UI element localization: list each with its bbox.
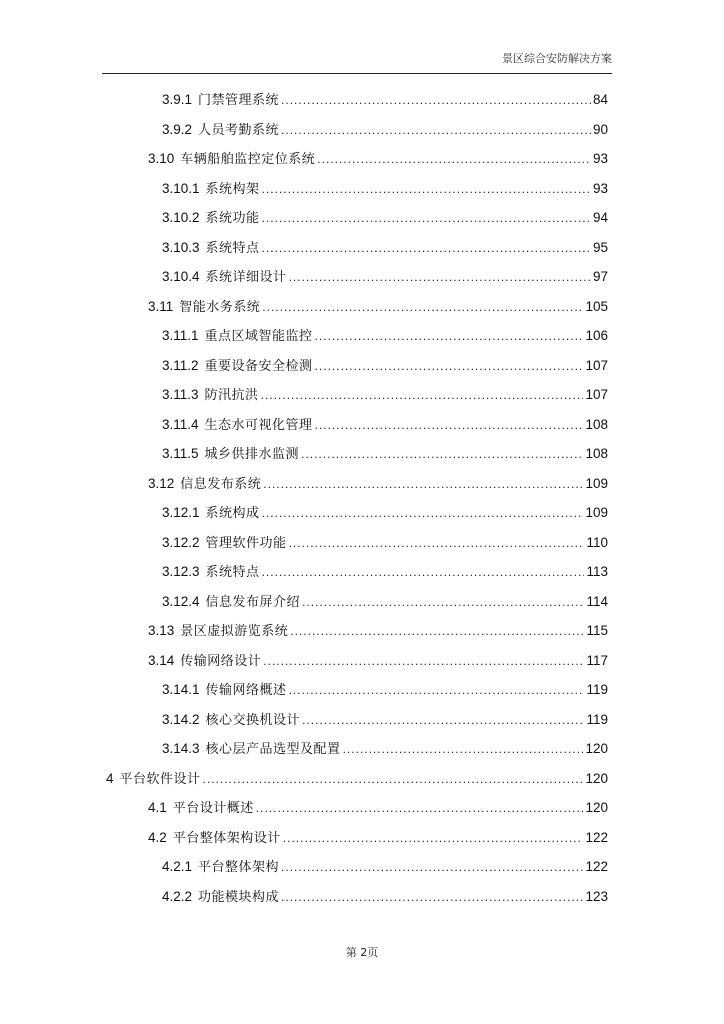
toc-entry-page: 113 bbox=[586, 564, 608, 579]
toc-dot-leader bbox=[290, 619, 584, 643]
toc-entry-number: 3.14 bbox=[148, 652, 175, 668]
toc-entry-title: 重点区域智能监控 bbox=[204, 329, 313, 344]
toc-dot-leader bbox=[281, 885, 583, 909]
toc-dot-leader bbox=[301, 442, 583, 466]
toc-entry[interactable] bbox=[148, 619, 608, 643]
toc-entry-number: 3.10.1 bbox=[162, 180, 200, 196]
toc-dot-leader bbox=[281, 855, 583, 879]
toc-dot-leader bbox=[262, 177, 591, 201]
toc-entry-page: 105 bbox=[585, 298, 608, 314]
toc-dot-leader bbox=[315, 354, 584, 378]
toc-dot-leader bbox=[261, 383, 584, 407]
toc-entry-page: 97 bbox=[592, 269, 608, 284]
toc-entry-page: 114 bbox=[586, 593, 608, 609]
toc-entry-number: 3.11 bbox=[148, 298, 174, 314]
toc-entry-page: 110 bbox=[586, 534, 608, 550]
toc-entry-title: 系统构成 bbox=[205, 506, 260, 521]
toc-entry-number: 3.10.4 bbox=[162, 269, 200, 284]
toc-entry-title: 系统详细设计 bbox=[205, 270, 287, 285]
toc-dot-leader bbox=[256, 796, 584, 820]
toc-entry-number: 3.10.3 bbox=[162, 239, 200, 255]
toc-entry-title: 防汛抗洪 bbox=[204, 388, 259, 403]
toc-entry-page: 94 bbox=[592, 210, 608, 225]
toc-entry[interactable] bbox=[162, 855, 608, 879]
toc-dot-leader bbox=[281, 118, 591, 142]
toc-entry-number: 4.1 bbox=[148, 800, 167, 815]
toc-entry-title: 平台设计概述 bbox=[172, 801, 254, 816]
toc-entry[interactable] bbox=[162, 118, 608, 142]
toc-dot-leader bbox=[289, 265, 591, 289]
toc-entry-page: 108 bbox=[585, 416, 608, 432]
toc-entry[interactable] bbox=[162, 88, 608, 112]
page-header: 景区综合安防解决方案 bbox=[502, 52, 612, 65]
toc-entry-page: 95 bbox=[592, 239, 608, 255]
toc-entry-page: 119 bbox=[586, 711, 608, 727]
toc-entry-number: 4.2.2 bbox=[162, 888, 193, 904]
toc-dot-leader bbox=[317, 147, 591, 171]
toc-entry-page: 120 bbox=[585, 741, 608, 756]
toc-entry-number: 3.10.2 bbox=[162, 210, 200, 225]
toc-entry[interactable] bbox=[162, 265, 608, 289]
toc-entry-title: 系统特点 bbox=[205, 565, 260, 580]
toc-entry-page: 108 bbox=[585, 446, 608, 461]
toc-entry-number: 3.11.4 bbox=[162, 416, 199, 432]
toc-entry[interactable] bbox=[148, 472, 608, 496]
toc-entry[interactable] bbox=[162, 678, 608, 702]
toc-entry-number: 3.12.1 bbox=[162, 505, 200, 520]
toc-entry-page: 93 bbox=[592, 180, 608, 196]
toc-dot-leader bbox=[262, 501, 584, 525]
toc-entry-number: 3.12.3 bbox=[162, 564, 200, 579]
toc-entry[interactable] bbox=[162, 206, 608, 230]
toc-entry-title: 传输网络设计 bbox=[180, 653, 262, 669]
toc-dot-leader bbox=[302, 590, 584, 614]
toc-entry[interactable] bbox=[162, 531, 608, 555]
header-divider bbox=[102, 73, 612, 74]
toc-entry-page: 117 bbox=[586, 652, 608, 668]
toc-entry-page: 123 bbox=[585, 888, 608, 904]
page-number: 第 2页 bbox=[345, 946, 379, 959]
toc-entry[interactable] bbox=[162, 737, 608, 761]
toc-entry-page: 115 bbox=[586, 623, 608, 638]
toc-dot-leader bbox=[262, 560, 585, 584]
toc-entry[interactable] bbox=[162, 236, 608, 260]
toc-entry[interactable] bbox=[148, 826, 608, 850]
toc-entry[interactable] bbox=[162, 324, 608, 348]
toc-entry-number: 3.11.5 bbox=[162, 446, 199, 461]
toc-entry-title: 管理软件功能 bbox=[205, 535, 287, 551]
toc-entry[interactable] bbox=[106, 767, 608, 791]
toc-dot-leader bbox=[315, 413, 584, 437]
toc-entry[interactable] bbox=[162, 560, 608, 584]
toc-dot-leader bbox=[302, 708, 584, 732]
toc-dot-leader bbox=[289, 678, 585, 702]
toc-dot-leader bbox=[289, 531, 585, 555]
toc-entry-number: 3.11.3 bbox=[162, 387, 199, 402]
toc-entry-number: 3.14.2 bbox=[162, 711, 200, 727]
toc-dot-leader bbox=[262, 295, 583, 319]
toc-dot-leader bbox=[315, 324, 584, 348]
toc-entry-number: 3.10 bbox=[148, 151, 175, 166]
toc-entry-title: 景区虚拟游览系统 bbox=[180, 624, 289, 639]
toc-entry[interactable] bbox=[148, 295, 608, 319]
toc-dot-leader bbox=[262, 206, 591, 230]
toc-entry-page: 106 bbox=[585, 328, 608, 343]
toc-dot-leader bbox=[283, 826, 584, 850]
toc-entry-number: 3.9.2 bbox=[162, 121, 193, 137]
toc-entry-title: 平台整体架构 bbox=[198, 860, 280, 875]
toc-dot-leader bbox=[343, 737, 584, 761]
toc-entry-number: 3.14.3 bbox=[162, 741, 200, 756]
toc-entry-title: 门禁管理系统 bbox=[198, 93, 280, 108]
toc-entry-title: 信息发布屏介绍 bbox=[205, 594, 301, 610]
toc-entry-number: 3.12.2 bbox=[162, 534, 200, 550]
toc-entry-number: 3.12 bbox=[148, 475, 175, 491]
toc-entry-page: 122 bbox=[585, 859, 608, 874]
toc-entry-number: 3.9.1 bbox=[162, 92, 193, 107]
toc-entry-title: 核心交换机设计 bbox=[205, 712, 301, 728]
toc-entry-page: 109 bbox=[585, 475, 608, 491]
toc-entry-title: 重要设备安全检测 bbox=[204, 358, 313, 374]
toc-entry-page: 90 bbox=[592, 121, 608, 137]
toc-entry[interactable] bbox=[162, 708, 608, 732]
toc-entry[interactable] bbox=[162, 885, 608, 909]
toc-dot-leader bbox=[262, 236, 591, 260]
toc-entry[interactable] bbox=[162, 590, 608, 614]
toc-entry-number: 3.11.2 bbox=[162, 357, 199, 373]
toc-entry-number: 3.14.1 bbox=[162, 682, 200, 697]
toc-entry-title: 平台整体架构设计 bbox=[172, 830, 281, 846]
toc-dot-leader bbox=[263, 649, 584, 673]
toc-entry-page: 122 bbox=[585, 829, 608, 845]
toc-entry-page: 107 bbox=[585, 357, 608, 373]
toc-dot-leader bbox=[281, 88, 591, 112]
toc-entry-title: 生态水可视化管理 bbox=[204, 417, 313, 433]
toc-entry[interactable] bbox=[162, 383, 608, 407]
toc-entry-number: 4.2.1 bbox=[162, 859, 193, 874]
toc-entry-title: 城乡供排水监测 bbox=[204, 447, 300, 462]
toc-entry-title: 信息发布系统 bbox=[180, 476, 262, 492]
toc-entry-page: 119 bbox=[586, 682, 608, 697]
toc-entry-number: 4 bbox=[106, 770, 114, 786]
toc-entry-page: 120 bbox=[585, 800, 608, 815]
toc-entry[interactable] bbox=[148, 796, 608, 820]
toc-entry-page: 93 bbox=[592, 151, 608, 166]
toc-entry-number: 3.13 bbox=[148, 623, 175, 638]
toc-entry[interactable] bbox=[148, 649, 608, 673]
toc-entry-title: 平台软件设计 bbox=[119, 771, 201, 787]
toc-entry-title: 系统特点 bbox=[205, 240, 260, 256]
toc-entry-title: 人员考勤系统 bbox=[198, 122, 280, 138]
toc-entry[interactable] bbox=[162, 413, 608, 437]
toc-dot-leader bbox=[263, 472, 583, 496]
toc-entry-page: 120 bbox=[585, 770, 608, 786]
toc-entry-title: 核心层产品选型及配置 bbox=[205, 742, 341, 757]
toc-entry-number: 3.12.4 bbox=[162, 593, 200, 609]
toc-entry-number: 3.11.1 bbox=[162, 328, 199, 343]
toc-entry-number: 4.2 bbox=[148, 829, 167, 845]
toc-entry-title: 智能水务系统 bbox=[179, 299, 261, 315]
toc-entry-title: 车辆船舶监控定位系统 bbox=[180, 152, 316, 167]
toc-entry[interactable] bbox=[162, 177, 608, 201]
toc-entry[interactable] bbox=[162, 442, 608, 466]
toc-dot-leader bbox=[203, 767, 584, 791]
toc-entry-title: 传输网络概述 bbox=[205, 683, 287, 698]
toc-entry-page: 109 bbox=[585, 505, 608, 520]
toc-entry[interactable] bbox=[162, 501, 608, 525]
toc-entry-page: 107 bbox=[585, 387, 608, 402]
toc-entry-title: 系统构架 bbox=[205, 181, 260, 197]
toc-entry-page: 84 bbox=[592, 92, 608, 107]
toc-entry-title: 功能模块构成 bbox=[198, 889, 280, 905]
toc-entry-title: 系统功能 bbox=[205, 211, 260, 226]
toc-entry[interactable] bbox=[148, 147, 608, 171]
toc-entry[interactable] bbox=[162, 354, 608, 378]
